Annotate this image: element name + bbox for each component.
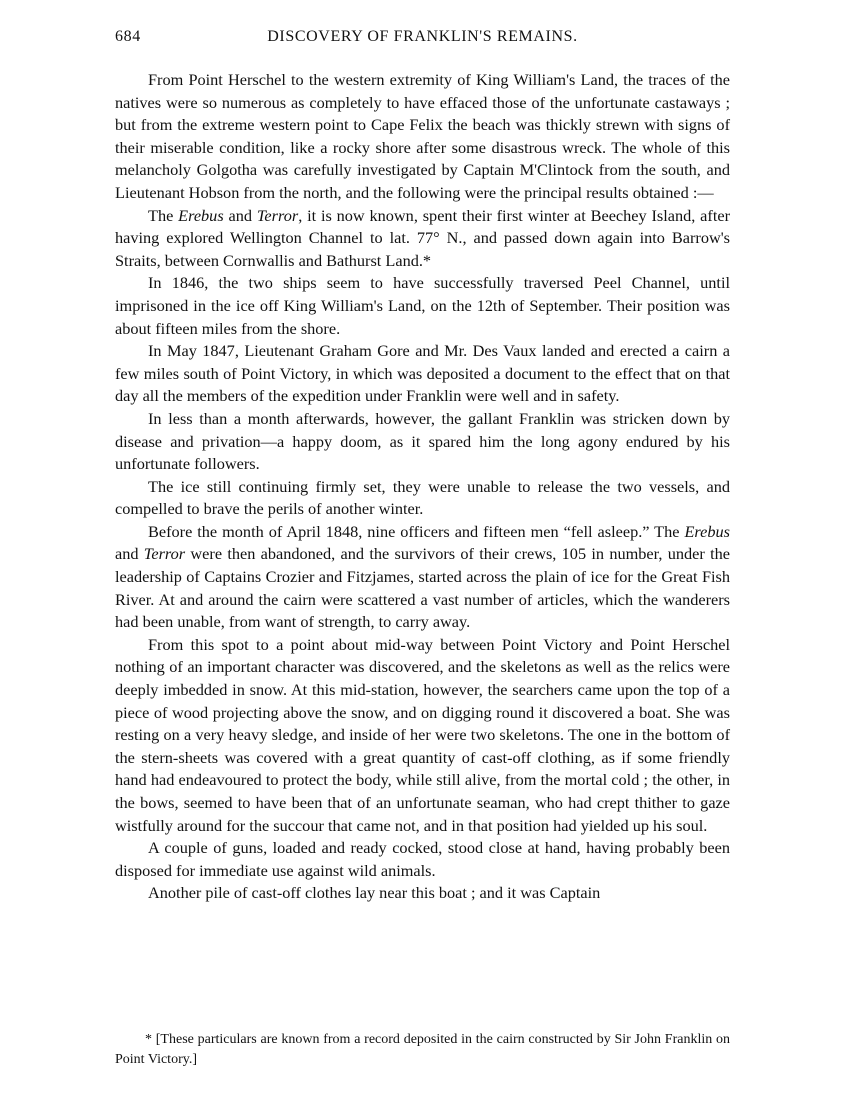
ship-name: Erebus [684, 521, 730, 541]
text-run: and [115, 544, 144, 564]
text-run: From Point Herschel to the western extremity of King William's Land, the traces of the natives were so numerous as completely to have effaced those of the unfortunate castaways ; but from the extreme western point to Cape Felix the beach was thickly strewn with signs of their miserable condition, like a rocky shore after some disastrous wreck. The whole of this melancholy Golgotha was carefully investigated by Captain M'Clintock from the south, and Lieutenant Hobson from the north, and the following were the principal results obtained :— [115, 70, 730, 202]
footnote [115, 1030, 730, 1070]
page-header [115, 28, 730, 52]
text-run: were then abandoned, and the survivors of their crews, 105 in number, under the leadership of Captains Crozier and Fitzjames, started across the plain of ice for the Great Fish River. At and around the cairn were scattered a vast number of articles, which the wanderers had been unable, from want of strength, to carry away. [115, 544, 730, 632]
text-run: In less than a month afterwards, however, the gallant Franklin was stricken down by disease and privation—a happy doom, as it spared him the long agony endured by his unfortunate followers. [115, 408, 730, 474]
ship-name: Erebus [178, 205, 224, 225]
paragraph [115, 272, 730, 340]
paragraph [115, 205, 730, 273]
paragraph [115, 340, 730, 408]
text-run: Before the month of April 1848, nine officers and fifteen men “fell asleep.” The [148, 521, 685, 541]
paragraph [115, 521, 730, 634]
text-run: In May 1847, Lieutenant Graham Gore and Mr. Des Vaux landed and erected a cairn a few miles south of Point Victory, in which was deposited a document to the effect that on that day all the members of the expedition under Franklin were well and in safety. [115, 341, 730, 406]
text-run: , it is now known, spent their first winter at Beechey Island, after having explored Wellington Channel to lat. 77° N., and passed down again into Barrow's Straits, between Cornwallis and Bathurst Land.* [115, 205, 730, 270]
text-run: A couple of guns, loaded and ready cocked, stood close at hand, having probably been disposed for immediate use against wild animals. [115, 838, 730, 880]
paragraph [115, 634, 730, 837]
paragraph [115, 476, 730, 521]
page-number: 684 [115, 28, 141, 45]
body-text [115, 69, 730, 905]
paragraph [115, 408, 730, 476]
footnote-text: * [These particulars are known from a record deposited in the cairn constructed by Sir John Franklin on Point Victory.] [115, 1032, 730, 1067]
paragraph [115, 69, 730, 205]
text-run: and [223, 205, 257, 225]
text-run: From this spot to a point about mid-way between Point Victory and Point Herschel nothing of an important character was discovered, and the skeletons as well as the relics were deeply imbedded in snow. At this mid-station, however, the searchers came upon the top of a piece of wood projecting above the snow, and on digging round it discovered a boat. She was resting on a very heavy sledge, and inside of her were two skeletons. The one in the bottom of the stern-sheets was covered with a great quantity of cast-off clothing, as if some friendly hand had endeavoured to protect the body, while still alive, from the mortal cold ; the other, in the bows, seemed to have been that of an unfortunate seaman, who had crept thither to gaze wistfully around for the succour that came not, and in that position had yielded up his soul. [115, 634, 730, 835]
text-run: In 1846, the two ships seem to have successfully traversed Peel Channel, until imprisoned in the ice off King William's Land, on the 12th of September. Their position was about fifteen miles from the shore. [115, 273, 730, 338]
ship-name: Terror [143, 544, 186, 564]
text-run: The ice still continuing firmly set, they were unable to release the two vessels, and compelled to brave the perils of another winter. [115, 476, 730, 519]
running-title: DISCOVERY OF FRANKLIN'S REMAINS. [267, 28, 578, 45]
text-run: Another pile of cast-off clothes lay near this boat ; and it was Captain [148, 883, 601, 903]
text-run: The [148, 205, 179, 225]
paragraph [115, 837, 730, 882]
paragraph [115, 882, 730, 905]
ship-name: Terror [256, 205, 299, 225]
